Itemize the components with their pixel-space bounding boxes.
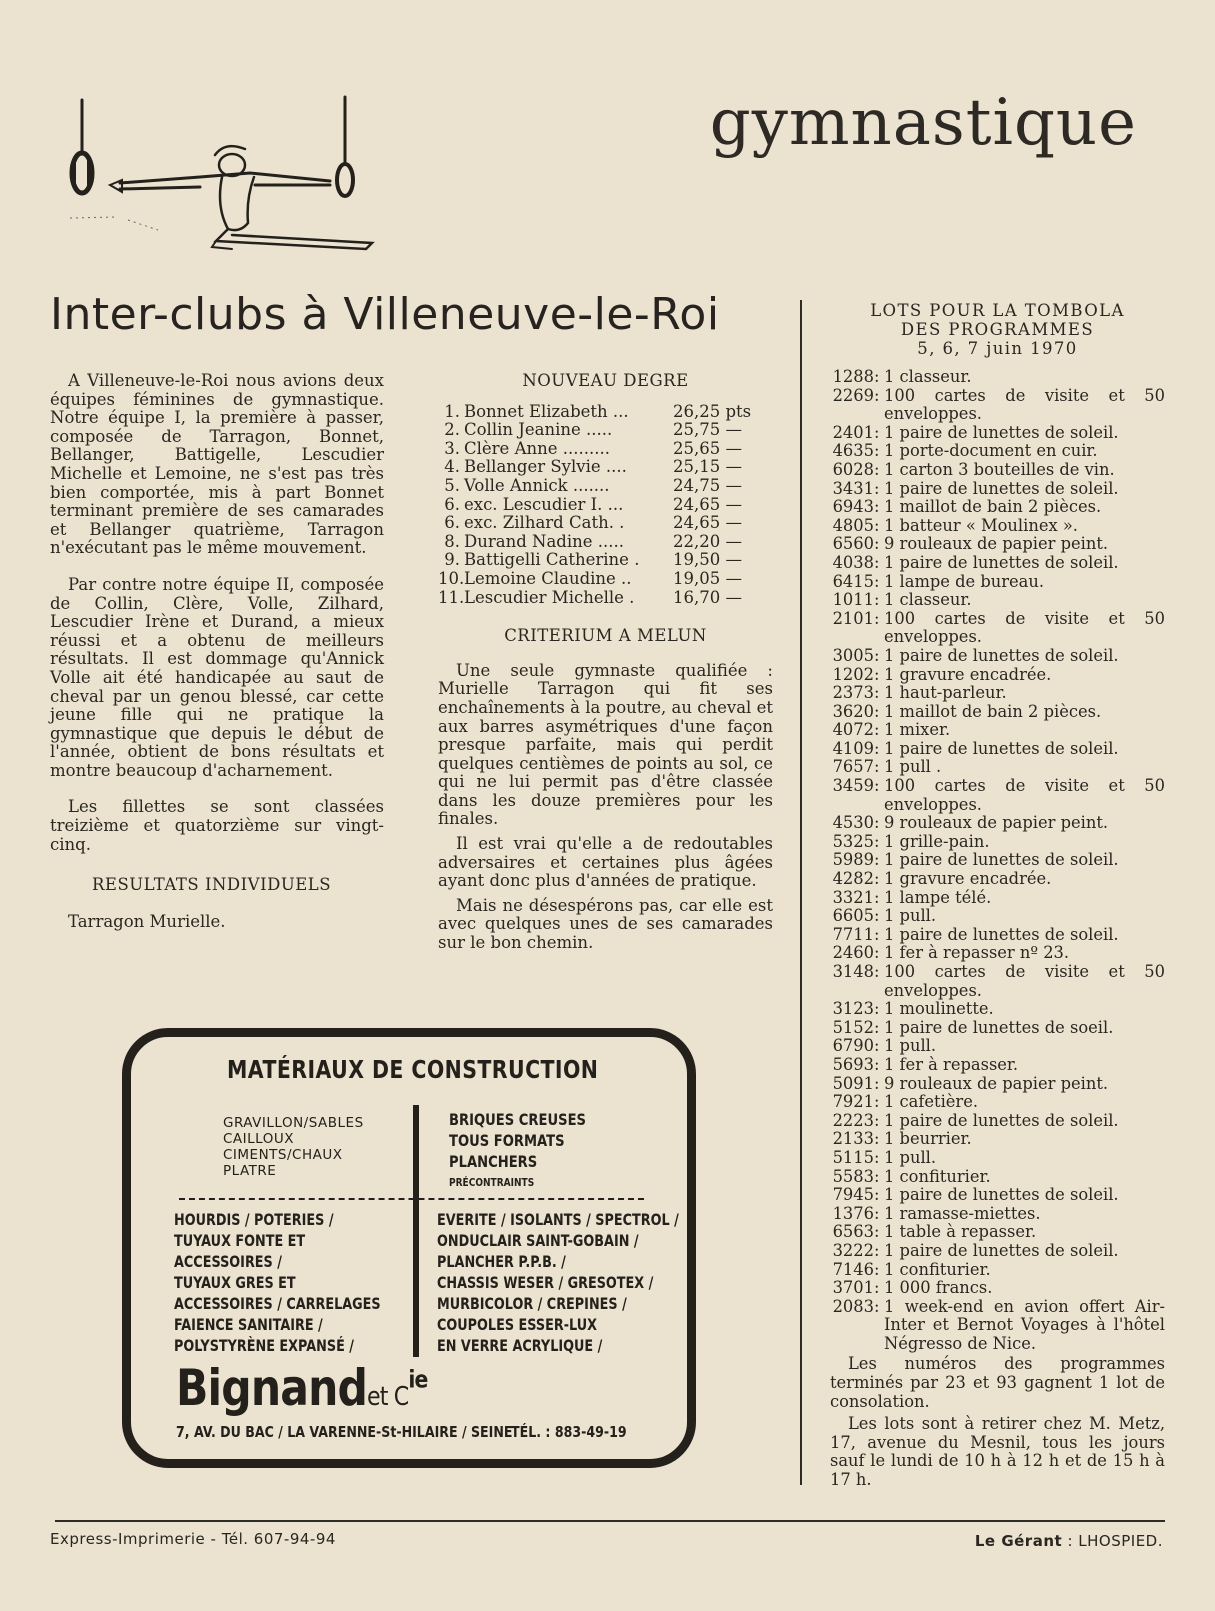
result-row [438,477,773,496]
lot-number: 2401 [832,422,874,442]
lot-separator: : [874,962,880,981]
lot-item [830,573,1165,592]
article-paragraph: Les fillettes se sont classées treizième et quatorzième sur vingt-cinq. [50,797,384,854]
lot-description: 1 porte-document en cuir. [884,441,1098,461]
lot-description: 1 gravure encadrée. [884,869,1052,889]
lot-number: 2223 [832,1110,874,1130]
result-name: Clère Anne ......... [464,438,610,458]
ad-phone: TÉL. : 883-49-19 [511,1423,627,1441]
lot-number: 3431 [832,478,874,498]
lot-description: 100 cartes de visite et 50 enveloppes. [884,608,1165,647]
lot-number: 1288 [832,367,874,386]
lot-number: 7921 [832,1092,874,1112]
footer-printer: Express-Imprimerie - Tél. 607-94-94 [50,1530,336,1548]
lot-item [830,498,1165,517]
lot-item [830,610,1165,647]
lot-item [830,424,1165,443]
result-row [438,514,773,533]
result-row [438,589,773,608]
lot-description: 1 lampe télé. [884,887,992,907]
lot-separator: : [874,738,880,758]
lot-number: 5325 [832,831,874,851]
criterium-paragraph: Mais ne désespérons pas, car elle est avec quelques unes de ses camarades sur le bon chemin. [438,895,773,953]
result-row [438,440,773,459]
lot-item [830,1223,1165,1242]
lot-separator: : [874,552,880,572]
result-name: Volle Annick ....... [464,475,610,495]
lot-separator: : [874,943,880,963]
lot-description: 1 confiturier. [884,1166,991,1186]
column-divider [800,300,802,1485]
lot-number: 4635 [832,441,874,461]
lot-item [830,647,1165,666]
article-paragraph: Par contre notre équipe II, composée de Collin, Clère, Volle, Zilhard, Lescudier Irène et Durand, a mieux réussi et a obtenu de meilleurs résultats. Il est dommage qu'Annick Volle ait été handicapée au saut de cheval par un genou blessé, car cette jeune fille qui ne pratique la gymnastique que depuis le début de l'année, obtient de bons résultats et montre beaucoup d'acharnement. [50,574,384,780]
ad-item: BRIQUES CREUSES [449,1110,586,1129]
result-rank: 5. [444,475,460,495]
lot-separator: : [874,422,880,442]
lot-separator: : [874,1036,880,1056]
ad-title: MATÉRIAUX DE CONSTRUCTION [227,1055,599,1084]
result-row [438,570,773,589]
lot-separator: : [874,776,880,796]
lot-item [830,591,1165,610]
result-name: exc. Zilhard Cath. . [464,513,625,533]
result-name: Battigelli Catherine . [464,550,640,570]
ad-brand-suffix: et C [367,1382,409,1412]
lot-description: 1 000 francs. [884,1278,993,1298]
lot-description: 1 batteur « Moulinex ». [884,515,1078,535]
lot-number: 7146 [832,1259,874,1279]
lot-separator: : [874,1166,880,1186]
ad-item: PRÉCONTRAINTS [449,1176,535,1189]
lot-number: 3701 [832,1278,874,1298]
lot-separator: : [874,701,880,721]
lot-description: 1 gravure encadrée. [884,664,1052,684]
lot-description: 1 fer à repasser nº 23. [884,943,1070,963]
result-row [438,403,773,422]
result-score: 24,75 — [673,475,742,495]
lot-item [830,1056,1165,1075]
lot-description: 1 fer à repasser. [884,1054,1019,1074]
lot-separator: : [874,534,880,554]
lot-item [830,870,1165,889]
lot-item [830,1149,1165,1168]
lot-number: 6560 [832,534,874,554]
lot-number: 4530 [832,813,874,833]
lot-description: 1 ramasse-miettes. [884,1203,1041,1223]
result-score: 25,65 — [673,438,742,458]
tombola-note-retrait: Les lots sont à retirer chez M. Metz, 17, avenue du Mesnil, tous les jours sauf le lundi de 10 h à 12 h et de 15 h à 17 h. [830,1414,1165,1490]
lot-description: 1 haut-parleur. [884,683,1007,703]
lot-description: 1 classeur. [884,367,972,386]
lot-item [830,684,1165,703]
tombola-column [830,301,1165,1494]
lot-number: 1202 [832,664,874,684]
lot-description: 1 paire de lunettes de soleil. [884,478,1119,498]
lot-number: 5989 [832,850,874,870]
lot-number: 6943 [832,497,874,517]
lot-item [830,554,1165,573]
lot-separator: : [874,887,880,907]
lot-description: 1 paire de lunettes de soleil. [884,645,1119,665]
lot-item [830,740,1165,759]
lot-item [830,1037,1165,1056]
ad-item: PLANCHER P.P.B. / [437,1252,566,1271]
lot-number: 7657 [832,757,874,777]
lot-description: 1 maillot de bain 2 pièces. [884,701,1102,721]
result-score: 25,15 — [673,457,742,477]
lot-description: 1 maillot de bain 2 pièces. [884,497,1102,517]
lot-item [830,1186,1165,1205]
lot-separator: : [874,1222,880,1242]
result-rank: 8. [444,531,460,551]
lot-number: 6605 [832,906,874,926]
result-score: 22,20 — [673,531,742,551]
resultats-heading: RESULTATS INDIVIDUELS [92,875,332,895]
ad-divider [413,1105,419,1357]
lot-separator: : [874,906,880,926]
lot-number: 6790 [832,1036,874,1056]
lot-number: 5115 [832,1147,874,1167]
lot-item [830,907,1165,926]
ad-address: 7, AV. DU BAC / LA VARENNE-St-HILAIRE / SEINE [176,1423,513,1441]
result-rank: 11. [438,587,465,607]
lot-separator: : [874,1092,880,1112]
lot-item [830,1279,1165,1298]
lot-number: 5583 [832,1166,874,1186]
lot-separator: : [874,515,880,535]
lot-separator: : [874,1203,880,1223]
article-paragraph: A Villeneuve-le-Roi nous avions deux équipes féminines de gymnastique. Notre équipe I, la première à passer, composée de Tarragon, Bonnet, Bellanger, Battigelle, Lescudier Michelle et Lemoine, ne s'est pas très bien comportée, mis à part Bonnet terminant première de ses camarades et Bellanger quatrième, Tarragon n'exécutant pas le même mouvement. [50,371,384,558]
lot-description: 100 cartes de visite et 50 enveloppes. [884,385,1165,424]
criterium-paragraph: Une seule gymnaste qualifiée : Murielle Tarragon qui fit ses enchaînements à la poutre, au cheval et aux barres asymétriques d'une façon presque parfaite, mais qui perdit quelques centièmes de points au sol, ce qui ne lui permit pas d'être classée dans les douze premières pour les finales. [438,660,773,829]
lot-separator: : [874,645,880,665]
lot-number: 3123 [832,999,874,1019]
lot-separator: : [874,1296,880,1316]
lot-number: 3459 [832,776,874,796]
lot-number: 4109 [832,738,874,758]
lot-item [830,1242,1165,1261]
lot-separator: : [874,1073,880,1093]
lot-number: 5693 [832,1054,874,1074]
footer-manager-sep: : [1062,1532,1079,1550]
lot-description: 1 paire de lunettes de soleil. [884,738,1119,758]
ad-list-briques [449,1109,586,1193]
ad-brand-logo [176,1359,428,1417]
lot-item [830,814,1165,833]
lot-number: 4038 [832,552,874,572]
lot-item [830,758,1165,777]
lot-item [830,721,1165,740]
lot-description: 1 mixer. [884,720,951,740]
lot-separator: : [874,1185,880,1205]
lot-description: 1 lampe de bureau. [884,571,1045,591]
lot-number: 1376 [832,1203,874,1223]
lot-separator: : [874,924,880,944]
tombola-heading-line2: DES PROGRAMMES [900,320,1095,339]
lot-description: 1 table à repasser. [884,1222,1037,1242]
lot-number: 7711 [832,924,874,944]
ad-item: HOURDIS / POTERIES / [174,1210,334,1229]
lot-item [830,1093,1165,1112]
result-score: 19,50 — [673,550,742,570]
ad-item: FAIENCE SANITAIRE / [174,1315,323,1334]
lot-item [830,1261,1165,1280]
lot-separator: : [874,683,880,703]
lot-description: 1 paire de lunettes de soleil. [884,924,1119,944]
ad-item: TOUS FORMATS [449,1131,565,1150]
lot-description: 1 paire de lunettes de soleil. [884,422,1119,442]
lot-number: 2460 [832,943,874,963]
footer-manager [975,1532,1163,1550]
lot-number: 3321 [832,887,874,907]
lot-number: 7945 [832,1185,874,1205]
lot-separator: : [874,1278,880,1298]
result-rank: 2. [444,420,460,440]
ad-list-hourdis [174,1209,381,1356]
ad-item: PLATRE [223,1163,277,1179]
footer-rule [55,1520,1165,1522]
ad-item: TUYAUX GRES ET [174,1273,296,1292]
lot-description: 1 moulinette. [884,999,994,1019]
footer-manager-name: LHOSPIED. [1078,1532,1163,1550]
ad-item: GRAVILLON/SABLES [223,1115,364,1131]
lot-number: 3005 [832,645,874,665]
result-rank: 9. [444,550,460,570]
result-row [438,533,773,552]
result-score: 24,65 — [673,494,742,514]
lot-item [830,1019,1165,1038]
lot-description: 1 paire de lunettes de soleil. [884,1240,1119,1260]
result-row [438,458,773,477]
ad-item: CAILLOUX [223,1131,294,1147]
result-score: 16,70 — [673,587,742,607]
lot-description: 9 rouleaux de papier peint. [884,534,1109,554]
article-headline: Inter-clubs à Villeneuve-le-Roi [50,289,720,340]
result-row [438,496,773,515]
lot-description: 1 paire de lunettes de soleil. [884,850,1119,870]
lot-item [830,1205,1165,1224]
lot-separator: : [874,664,880,684]
lot-description: 1 pull. [884,1147,937,1167]
footer-manager-label: Le Gérant [974,1532,1063,1550]
lot-number: 6563 [832,1222,874,1242]
result-score: 19,05 — [673,568,742,588]
lot-separator: : [874,1259,880,1279]
lot-item [830,461,1165,480]
lot-number: 3148 [832,962,874,981]
lot-number: 6415 [832,571,874,591]
lot-item [830,1168,1165,1187]
result-name: Bonnet Elizabeth ... [464,401,629,421]
lot-item [830,517,1165,536]
result-rank: 3. [444,438,460,458]
ad-item: CIMENTS/CHAUX [223,1147,343,1163]
advertisement-box [122,1028,696,1468]
lot-separator: : [874,1147,880,1167]
ad-item: TUYAUX FONTE ET [174,1231,306,1250]
lot-number: 3620 [832,701,874,721]
lot-number: 5152 [832,1017,874,1037]
lot-item [830,368,1165,387]
lot-item [830,1112,1165,1131]
lot-description: 1 pull . [884,757,942,777]
ad-item: MURBICOLOR / CREPINES / [437,1294,627,1313]
ad-brand-sup: ie [408,1365,428,1394]
lot-number: 6028 [832,459,874,479]
lot-separator: : [874,1017,880,1037]
tombola-heading-line3: 5, 6, 7 juin 1970 [917,339,1078,358]
lot-item [830,777,1165,814]
result-rank: 4. [444,457,460,477]
lot-separator: : [874,757,880,777]
lot-item [830,535,1165,554]
results-list [438,403,773,608]
tombola-heading [830,301,1165,358]
lot-number: 2373 [832,683,874,703]
result-name: Lescudier Michelle . [464,587,635,607]
lot-description: 1 week-end en avion offert Air-Inter et Bernot Voyages à l'hôtel Négresso de Nice. [884,1296,1165,1353]
section-title: gymnastique [709,86,1137,160]
result-rank: 10. [438,568,465,588]
lot-number: 1011 [832,590,874,610]
result-rank: 1. [444,401,460,421]
lot-number: 2101 [832,608,874,628]
lot-description: 9 rouleaux de papier peint. [884,813,1109,833]
lot-separator: : [874,813,880,833]
lot-description: 1 paire de lunettes de soeil. [884,1017,1114,1037]
lot-number: 2083 [832,1296,874,1316]
lot-description: 100 cartes de visite et 50 enveloppes. [884,776,1165,814]
lots-list [830,368,1165,1353]
lot-item [830,1075,1165,1094]
lot-description: 100 cartes de visite et 50 enveloppes. [884,962,1165,1000]
result-name: Collin Jeanine ..... [464,420,613,440]
lot-item [830,387,1165,424]
lot-separator: : [874,1129,880,1149]
ad-dashed-separator [179,1198,644,1200]
result-name: exc. Lescudier I. ... [464,494,624,514]
lot-item [830,944,1165,963]
lot-separator: : [874,1054,880,1074]
lot-description: 1 paire de lunettes de soleil. [884,552,1119,572]
lot-separator: : [874,497,880,517]
lot-description: 1 classeur. [884,590,972,610]
lot-item [830,1130,1165,1149]
tombola-heading-line1: LOTS POUR LA TOMBOLA [870,301,1125,320]
ad-list-everite [437,1209,679,1356]
result-row [438,421,773,440]
lot-description: 1 beurrier. [884,1129,972,1149]
result-row [438,551,773,570]
lot-separator: : [874,1240,880,1260]
nouveau-degre-heading: NOUVEAU DEGRE [522,371,689,390]
lot-number: 2269 [832,385,874,405]
result-score: 24,65 — [673,513,742,533]
lot-description: 1 paire de lunettes de soleil. [884,1185,1119,1205]
lot-item [830,926,1165,945]
lot-separator: : [874,441,880,461]
result-name: Lemoine Claudine .. [464,568,632,588]
lot-description: 9 rouleaux de papier peint. [884,1073,1109,1093]
lot-description: 1 cafetière. [884,1092,978,1112]
gymnast-rings-illustration [60,95,390,265]
lot-number: 2133 [832,1129,874,1149]
ad-item: PLANCHERS [449,1152,538,1171]
lot-item [830,703,1165,722]
lot-separator: : [874,831,880,851]
ad-item: POLYSTYRÈNE EXPANSÉ / [174,1336,354,1355]
ad-item: ACCESSOIRES / [174,1252,282,1271]
result-score: 25,75 — [673,420,742,440]
lot-separator: : [874,385,880,405]
ad-brand-name: Bignand [176,1359,368,1417]
lot-description: 1 carton 3 bouteilles de vin. [884,459,1115,479]
lot-separator: : [874,459,880,479]
lot-item [830,480,1165,499]
criterium-paragraph: Il est vrai qu'elle a de redoutables adversaires et certaines plus âgées ayant donc plus d'années de pratique. [438,834,773,891]
lot-description: 1 pull. [884,906,937,926]
lot-description: 1 pull. [884,1036,937,1056]
lot-item [830,833,1165,852]
lot-separator: : [874,571,880,591]
article-column-1 [50,372,384,949]
lot-description: 1 paire de lunettes de soleil. [884,1110,1119,1130]
ad-list-materials [223,1115,364,1179]
result-score: 26,25 pts [673,401,752,421]
tombola-note-consolation: Les numéros des programmes terminés par 23 et 93 gagnent 1 lot de consolation. [830,1354,1165,1411]
lot-item [830,851,1165,870]
lot-separator: : [874,608,880,628]
lot-item [830,963,1165,1000]
lot-separator: : [874,869,880,889]
lot-item [830,442,1165,461]
lot-separator: : [874,999,880,1019]
lot-separator: : [874,850,880,870]
lot-number: 4072 [832,720,874,740]
ad-item: ONDUCLAIR SAINT-GOBAIN / [437,1231,639,1250]
lot-separator: : [874,367,880,386]
lot-separator: : [874,1110,880,1130]
lot-number: 3222 [832,1240,874,1260]
ad-item: EN VERRE ACRYLIQUE / [437,1336,603,1355]
ad-item: ACCESSOIRES / CARRELAGES [174,1294,381,1313]
lot-item [830,666,1165,685]
article-column-2 [438,372,773,959]
lot-separator: : [874,590,880,610]
lot-item [830,1000,1165,1019]
result-name: Bellanger Sylvie .... [464,457,627,477]
lot-separator: : [874,478,880,498]
result-name: Durand Nadine ..... [464,531,624,551]
result-rank: 6. [444,513,460,533]
lot-description: 1 confiturier. [884,1259,991,1279]
lot-number: 5091 [832,1073,874,1093]
lot-number: 4282 [832,869,874,889]
resultats-text: Tarragon Murielle. [68,911,226,931]
lot-item [830,889,1165,908]
result-rank: 6. [444,494,460,514]
lot-number: 4805 [832,515,874,535]
criterium-heading: CRITERIUM A MELUN [504,626,707,646]
lot-item [830,1298,1165,1354]
lot-description: 1 grille-pain. [884,831,990,851]
lot-separator: : [874,720,880,740]
ad-item: CHASSIS WESER / GRESOTEX / [437,1273,654,1292]
ad-item: EVERITE / ISOLANTS / SPECTROL / [437,1210,679,1229]
ad-item: COUPOLES ESSER-LUX [437,1315,597,1334]
